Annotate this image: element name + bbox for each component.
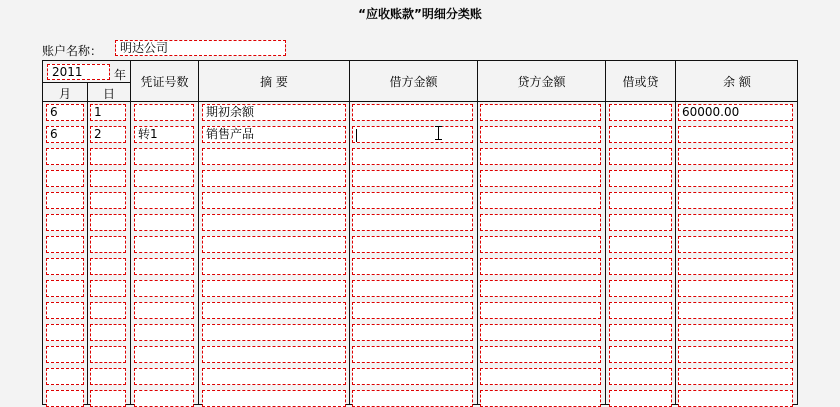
voucher-cell[interactable] — [134, 192, 194, 209]
balance-cell[interactable] — [678, 390, 793, 407]
account-name-label: 账户名称： — [42, 44, 103, 58]
day-cell[interactable] — [90, 258, 126, 275]
dc-cell[interactable] — [609, 346, 672, 363]
voucher-cell[interactable] — [134, 346, 194, 363]
credit-cell[interactable] — [480, 346, 601, 363]
summary-cell[interactable]: 期初余额 — [202, 104, 346, 121]
day-cell[interactable] — [90, 148, 126, 165]
summary-header: 摘 要 — [260, 75, 288, 89]
summary-cell[interactable] — [202, 280, 346, 297]
dc-cell[interactable] — [609, 368, 672, 385]
debit-cell[interactable] — [352, 258, 473, 275]
debit-cell[interactable] — [352, 346, 473, 363]
debit-cell[interactable] — [352, 148, 473, 165]
text-cursor-icon — [434, 126, 443, 140]
dc-cell[interactable] — [609, 236, 672, 253]
month-cell[interactable] — [46, 368, 84, 385]
summary-cell[interactable] — [202, 214, 346, 231]
debit-cell[interactable] — [352, 368, 473, 385]
summary-cell[interactable] — [202, 302, 346, 319]
month-cell[interactable] — [46, 148, 84, 165]
day-cell[interactable] — [90, 214, 126, 231]
dc-cell[interactable] — [609, 280, 672, 297]
dc-cell[interactable] — [609, 192, 672, 209]
month-cell[interactable] — [46, 280, 84, 297]
day-cell[interactable] — [90, 346, 126, 363]
balance-cell[interactable] — [678, 346, 793, 363]
voucher-cell[interactable] — [134, 258, 194, 275]
month-cell[interactable]: 6 — [46, 104, 84, 121]
day-cell[interactable]: 1 — [90, 104, 126, 121]
dc-cell[interactable] — [609, 148, 672, 165]
day-cell[interactable] — [90, 368, 126, 385]
day-cell[interactable] — [90, 236, 126, 253]
debit-cell[interactable] — [352, 214, 473, 231]
month-cell[interactable] — [46, 302, 84, 319]
dc-cell[interactable] — [609, 324, 672, 341]
credit-header: 贷方金额 — [517, 75, 566, 89]
month-cell[interactable] — [46, 390, 84, 407]
account-name-field[interactable]: 明达公司 — [115, 40, 286, 56]
dc-cell[interactable] — [609, 214, 672, 231]
credit-cell[interactable] — [480, 258, 601, 275]
dc-cell[interactable] — [609, 390, 672, 407]
balance-cell[interactable] — [678, 258, 793, 275]
dc-cell[interactable] — [609, 258, 672, 275]
credit-cell[interactable] — [480, 170, 601, 187]
balance-cell[interactable] — [678, 368, 793, 385]
balance-cell[interactable] — [678, 324, 793, 341]
debit-cell[interactable] — [352, 192, 473, 209]
balance-cell[interactable]: 60000.00 — [678, 104, 793, 121]
day-cell[interactable]: 2 — [90, 126, 126, 143]
balance-header: 余 额 — [723, 75, 751, 89]
debit-cell[interactable] — [352, 280, 473, 297]
credit-cell[interactable] — [480, 368, 601, 385]
voucher-cell[interactable] — [134, 104, 194, 121]
month-cell[interactable] — [46, 192, 84, 209]
month-header: 月 — [58, 87, 71, 101]
voucher-cell[interactable] — [134, 236, 194, 253]
debit-cell[interactable] — [352, 104, 473, 121]
credit-cell[interactable] — [480, 390, 601, 407]
credit-cell[interactable] — [480, 192, 601, 209]
summary-cell[interactable] — [202, 170, 346, 187]
summary-cell[interactable] — [202, 258, 346, 275]
day-cell[interactable] — [90, 390, 126, 407]
month-cell[interactable] — [46, 214, 84, 231]
year-label: 年 — [113, 68, 126, 82]
credit-cell[interactable] — [480, 280, 601, 297]
debit-cell[interactable] — [352, 324, 473, 341]
day-cell[interactable] — [90, 192, 126, 209]
voucher-cell[interactable] — [134, 214, 194, 231]
debit-cell[interactable] — [352, 302, 473, 319]
balance-cell[interactable] — [678, 170, 793, 187]
dc-cell[interactable] — [609, 104, 672, 121]
voucher-cell[interactable]: 转1 — [134, 126, 194, 143]
dc-cell[interactable] — [609, 302, 672, 319]
caret — [356, 129, 357, 142]
credit-cell[interactable] — [480, 236, 601, 253]
balance-cell[interactable] — [678, 214, 793, 231]
summary-cell[interactable] — [202, 324, 346, 341]
dc-cell[interactable] — [609, 170, 672, 187]
balance-cell[interactable] — [678, 280, 793, 297]
summary-cell[interactable] — [202, 390, 346, 407]
debit-cell[interactable] — [352, 236, 473, 253]
voucher-cell[interactable] — [134, 280, 194, 297]
ledger-table — [42, 60, 798, 405]
dc-header: 借或贷 — [622, 75, 659, 89]
day-header: 日 — [102, 87, 115, 101]
ledger-title: “应收账款”明细分类账 — [358, 7, 482, 21]
day-cell[interactable] — [90, 324, 126, 341]
debit-cell[interactable] — [352, 390, 473, 407]
month-cell[interactable] — [46, 346, 84, 363]
dc-cell[interactable] — [609, 126, 672, 143]
balance-cell[interactable] — [678, 192, 793, 209]
summary-cell[interactable] — [202, 148, 346, 165]
voucher-cell[interactable] — [134, 324, 194, 341]
voucher-cell[interactable] — [134, 148, 194, 165]
voucher-header: 凭证号数 — [140, 75, 189, 89]
credit-cell[interactable] — [480, 104, 601, 121]
year-field[interactable]: 2011 — [47, 64, 110, 80]
summary-cell[interactable] — [202, 236, 346, 253]
balance-cell[interactable] — [678, 148, 793, 165]
summary-cell[interactable] — [202, 368, 346, 385]
month-cell[interactable] — [46, 324, 84, 341]
voucher-cell[interactable] — [134, 170, 194, 187]
month-cell[interactable] — [46, 258, 84, 275]
debit-cell[interactable] — [352, 170, 473, 187]
credit-cell[interactable] — [480, 148, 601, 165]
voucher-cell[interactable] — [134, 368, 194, 385]
credit-cell[interactable] — [480, 126, 601, 143]
credit-cell[interactable] — [480, 324, 601, 341]
day-cell[interactable] — [90, 170, 126, 187]
summary-cell[interactable]: 销售产品 — [202, 126, 346, 143]
month-cell[interactable] — [46, 170, 84, 187]
balance-cell[interactable] — [678, 126, 793, 143]
debit-cell[interactable] — [352, 126, 473, 143]
day-cell[interactable] — [90, 280, 126, 297]
month-cell[interactable] — [46, 236, 84, 253]
voucher-cell[interactable] — [134, 302, 194, 319]
balance-cell[interactable] — [678, 236, 793, 253]
summary-cell[interactable] — [202, 346, 346, 363]
summary-cell[interactable] — [202, 192, 346, 209]
balance-cell[interactable] — [678, 302, 793, 319]
voucher-cell[interactable] — [134, 390, 194, 407]
credit-cell[interactable] — [480, 302, 601, 319]
debit-header: 借方金额 — [389, 75, 438, 89]
credit-cell[interactable] — [480, 214, 601, 231]
month-cell[interactable]: 6 — [46, 126, 84, 143]
day-cell[interactable] — [90, 302, 126, 319]
